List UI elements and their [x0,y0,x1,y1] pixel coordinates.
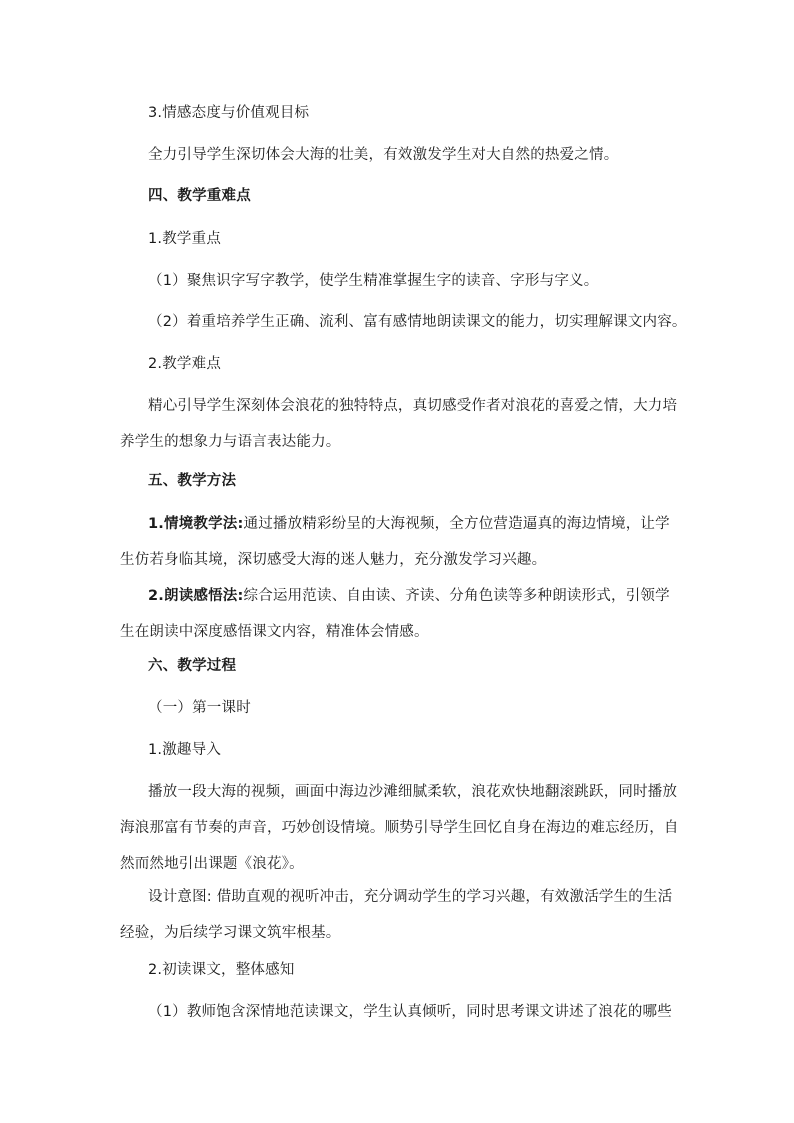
difficulty-title: 2.教学难点 [148,356,222,372]
key-point-1: （1）聚焦识字写字教学，使学生精准掌握生字的读音、字形与字义。 [148,273,599,289]
method-2-text: 综合运用范读、自由读、齐读、分角色读等多种朗读形式，引领学生在朗读中深度感悟课文内容，精准体会情感。 [120,588,670,640]
step-1-title: 1.激趣导入 [148,742,222,758]
method-1-label: 1.情境教学法: [148,516,244,532]
method-1 [120,506,682,578]
step-2-title: 2.初读课文，整体感知 [148,962,295,978]
section-5-heading: 五、教学方法 [148,473,237,489]
method-2-label: 2.朗读感悟法: [148,588,244,604]
key-point-2: （2）着重培养学生正确、流利、富有感情地朗读课文的能力，切实理解课文内容。 [148,314,687,330]
section-4-heading: 四、教学重难点 [148,188,251,204]
step-1-text: 播放一段大海的视频，画面中海边沙滩细腻柔软，浪花欢快地翻滚跳跃，同时播放海浪那富有节奏的声音，巧妙创设情境。顺势引导学生回忆自身在海边的难忘经历，自然而然地引出课题《浪花》。 [120,784,679,872]
objective-3-title: 3.情感态度与价值观目标 [148,105,310,121]
method-1-text: 通过播放精彩纷呈的大海视频，全方位营造逼真的海边情境，让学生仿若身临其境，深切感受大海的迷人魅力，充分激发学习兴趣。 [120,516,670,568]
difficulty-text: 精心引导学生深刻体会浪花的独特特点，真切感受作者对浪花的喜爱之情，大力培养学生的想象力与语言表达能力。 [120,398,678,450]
step-2-item-1: （1）教师饱含深情地范读课文，学生认真倾听，同时思考课文讲述了浪花的哪些 [148,1004,672,1020]
key-points-title: 1.教学重点 [148,231,222,247]
method-2 [120,578,682,650]
lesson-1-title: （一）第一课时 [148,700,251,716]
design-intent: 设计意图: 借助直观的视听冲击，充分调动学生的学习兴趣，有效激活学生的生活经验，为后续学习课文筑牢根基。 [120,889,673,941]
section-6-heading: 六、教学过程 [148,658,237,674]
objective-3-text: 全力引导学生深切体会大海的壮美，有效激发学生对大自然的热爱之情。 [148,147,619,163]
